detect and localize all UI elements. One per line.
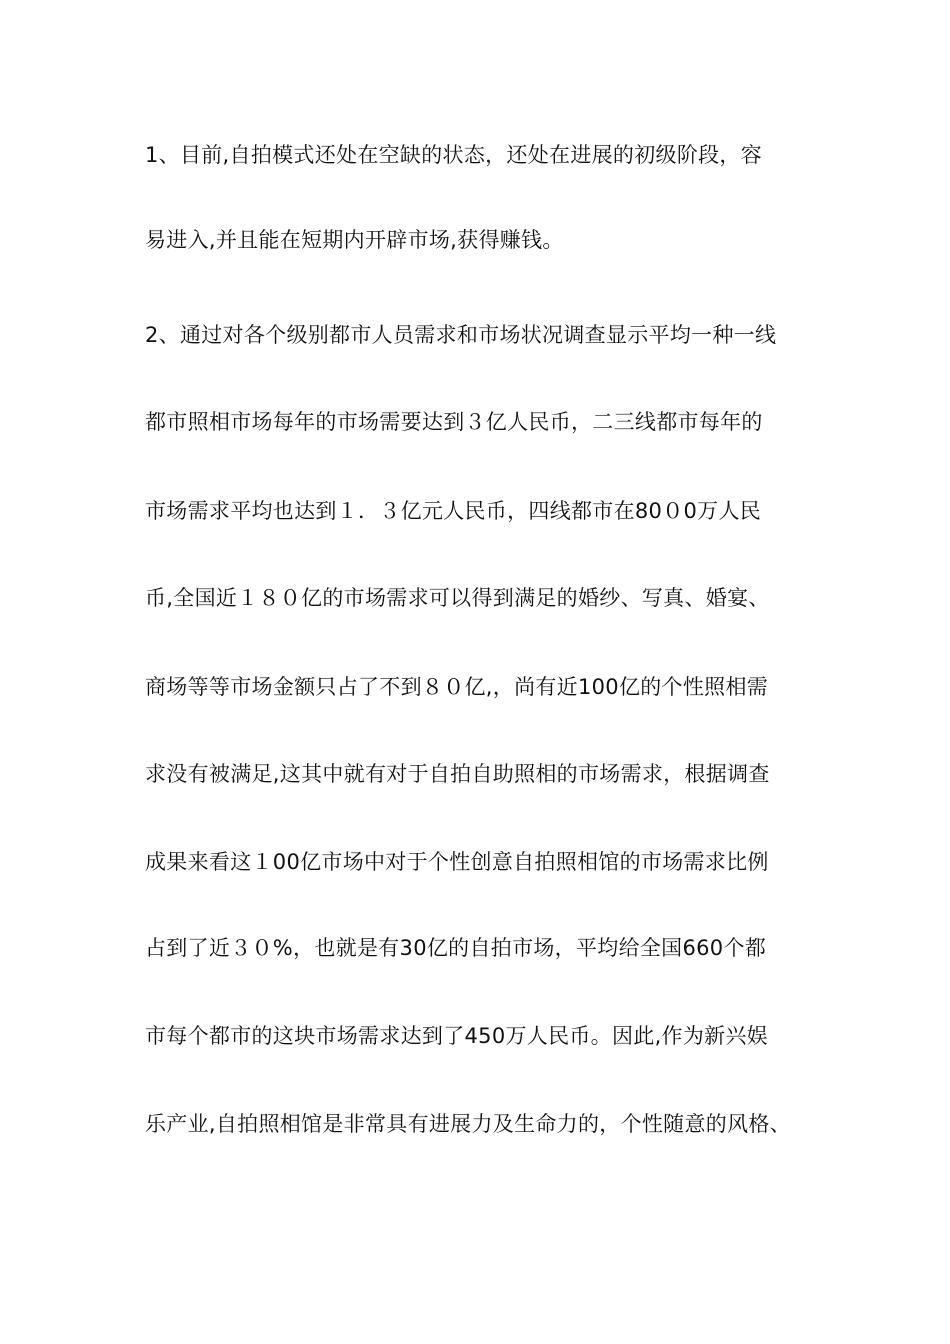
- paragraph-2-line-4: 币,全国近１８０亿的市场需求可以得到满足的婚纱、写真、婚宴、: [145, 586, 770, 610]
- paragraph-2-line-1: 2、通过对各个级别都市人员需求和市场状况调查显示平均一种一线: [145, 323, 777, 347]
- paragraph-2-line-10: 乐产业,自拍照相馆是非常具有进展力及生命力的，个性随意的风格、: [145, 1112, 791, 1136]
- paragraph-2-line-8: 占到了近３０%，也就是有30亿的自拍市场，平均给全国660个都: [145, 936, 767, 960]
- paragraph-2-line-5: 商场等等市场金额只占了不到８０亿,，尚有近100亿的个性照相需: [145, 675, 769, 699]
- paragraph-2-line-6: 求没有被满足,这其中就有对于自拍自助照相的市场需求，根据调查: [145, 762, 770, 786]
- paragraph-1-line-1: 1、目前,自拍模式还处在空缺的状态，还处在进展的初级阶段，容: [145, 143, 763, 167]
- paragraph-2-line-7: 成果来看这１00亿市场中对于个性创意自拍照相馆的市场需求比例: [145, 850, 769, 874]
- paragraph-2-line-3: 市场需求平均也达到１．３亿元人民币，四线都市在80０0万人民: [145, 499, 762, 523]
- paragraph-2-line-2: 都市照相市场每年的市场需要达到３亿人民币，二三线都市每年的: [145, 410, 763, 434]
- paragraph-2-line-9: 市每个都市的这块市场需求达到了450万人民币。因此,作为新兴娱: [145, 1024, 769, 1048]
- paragraph-1-line-2: 易进入,并且能在短期内开辟市场,获得赚钱。: [145, 228, 564, 252]
